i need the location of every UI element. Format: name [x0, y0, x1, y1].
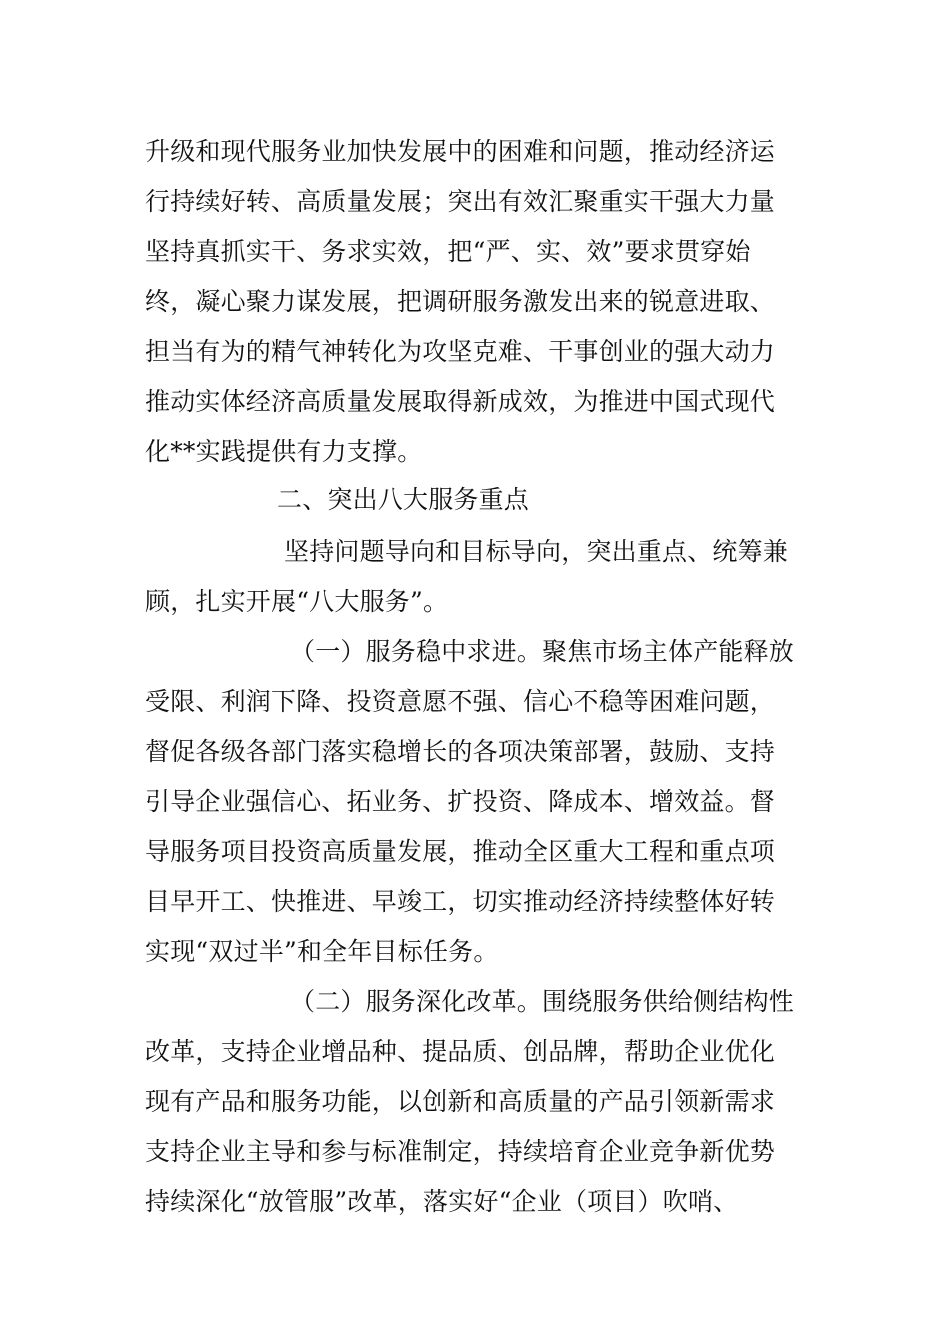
text-line: 坚持真抓实干、务求实效，把“严、实、效”要求贯穿始 [145, 237, 751, 266]
text-line: 持续深化“放管服”改革，落实好“企业（项目）吹哨、 [145, 1187, 739, 1216]
text-line: 督促各级各部门落实稳增长的各项决策部署，鼓励、支持 [145, 737, 776, 766]
text-line: 引导企业强信心、拓业务、扩投资、降成本、增效益。督 [145, 787, 776, 816]
text-line: 目早开工、快推进、早竣工，切实推动经济持续整体好转 [145, 887, 776, 916]
text-line: 行持续好转、高质量发展；突出有效汇聚重实干强大力量 [145, 187, 776, 216]
text-line: 化**实践提供有力支撑。 [145, 437, 423, 466]
text-line: 推动实体经济高质量发展取得新成效，为推进中国式现代 [145, 387, 776, 416]
text-line: 终，凝心聚力谋发展，把调研服务激发出来的锐意进取、 [145, 287, 776, 316]
text-line: 导服务项目投资高质量发展，推动全区重大工程和重点项 [145, 837, 776, 866]
subsection-heading: （一）服务稳中求进。聚焦市场主体产能释放 [290, 637, 795, 666]
text-line: 实现“双过半”和全年目标任务。 [145, 937, 499, 966]
text-line: 顾，扎实开展“八大服务”。 [145, 587, 449, 616]
text-line: 支持企业主导和参与标准制定，持续培育企业竞争新优势 [145, 1137, 776, 1166]
text-line: 升级和现代服务业加快发展中的困难和问题，推动经济运 [145, 137, 776, 166]
text-line: 担当有为的精气神转化为攻坚克难、干事创业的强大动力 [145, 337, 776, 366]
text-line: 受限、利润下降、投资意愿不强、信心不稳等困难问题， [145, 687, 776, 716]
text-line: 改革，支持企业增品种、提品质、创品牌，帮助企业优化 [145, 1037, 776, 1066]
subsection-heading: （二）服务深化改革。围绕服务供给侧结构性 [290, 987, 795, 1016]
section-heading: 二、突出八大服务重点 [277, 485, 530, 514]
text-line: 现有产品和服务功能，以创新和高质量的产品引领新需求 [145, 1087, 776, 1116]
text-line: 坚持问题导向和目标导向，突出重点、统筹兼 [284, 537, 789, 566]
